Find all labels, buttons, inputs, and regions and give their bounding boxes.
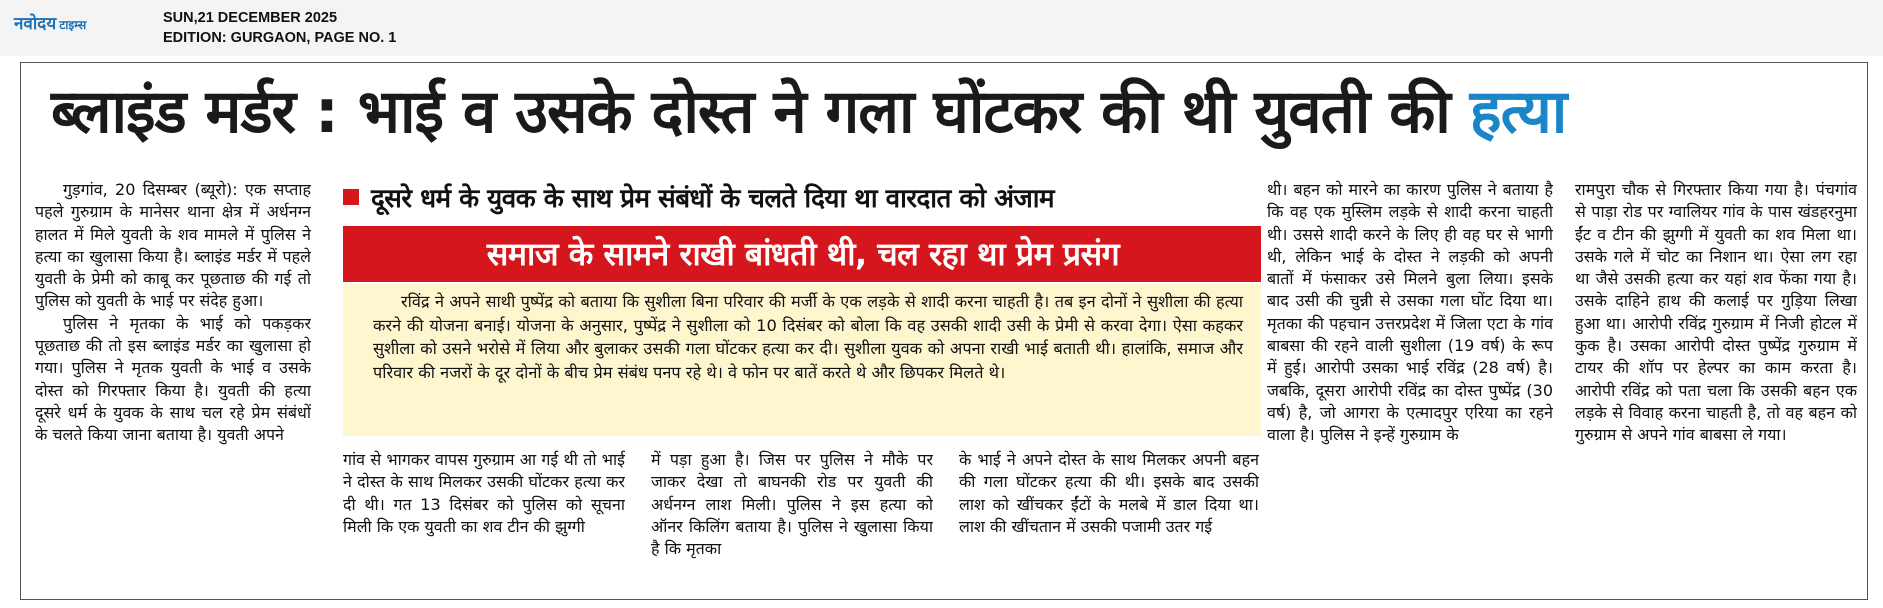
article-column-5	[1267, 179, 1553, 599]
red-square-bullet-icon	[343, 189, 359, 205]
newspaper-logo[interactable]	[14, 11, 86, 34]
column-3-text: में पड़ा हुआ है। जिस पर पुलिस ने मौके पर जाकर देखा तो बाघनकी रोड पर युवती की अर्धनग्न लाश मिली। पुलिस ने इस हत्या को ऑनर किलिंग बताया है। पुलिस ने खुलासा किया है कि मृतका	[651, 450, 933, 559]
article-clipping	[20, 62, 1868, 600]
banner-text: समाज के सामने राखी बांधती थी, चल रहा था प्रेम प्रसंग	[486, 235, 1120, 273]
publication-date: SUN,21 DECEMBER 2025	[163, 10, 338, 26]
column-1-paragraph-2: पुलिस ने मृतका के भाई को पकड़कर पूछताछ की तो इस ब्लाइंड मर्डर का खुलासा हो गया। पुलिस ने मृतक युवती के भाई व उसके दोस्त को गिरफ्तार किया है। युवती की हत्या दूसरे धर्म के युवक के साथ चल रहे प्रेम संबंधों के चलते किया जाना बताया है। युवती अपने	[35, 313, 311, 445]
column-2-text: गांव से भागकर वापस गुरुग्राम आ गई थी तो भाई ने दोस्त के साथ मिलकर उसकी घोंटकर हत्या कर दी थी। गत 13 दिसंबर को पुलिस को सूचना मिली कि एक युवती का शव टीन की झुग्गी	[343, 450, 625, 536]
masthead-bar	[0, 0, 1883, 56]
article-column-6	[1575, 179, 1857, 599]
highlight-banner	[343, 226, 1261, 282]
article-column-3	[651, 449, 933, 599]
headline-accent: हत्या	[1469, 77, 1567, 147]
headline-main: ब्लाइंड मर्डर : भाई व उसके दोस्त ने गला घोंटकर की थी युवती की	[51, 77, 1450, 147]
highlight-box	[343, 284, 1261, 436]
article-headline	[51, 69, 1851, 155]
column-5-text: थी। बहन को मारने का कारण पुलिस ने बताया है कि वह एक मुस्लिम लड़के से शादी करना चाहती थी। उससे शादी करने के लिए ही वह घर से भागी थी, लेकिन भाई के दोस्त ने लड़की को अपनी बातों में फंसाकर उसे मिलने बुला लिया। इसके बाद उसी की चुन्नी से उसका गला घोंट दिया था। मृतका की पहचान उत्तरप्रदेश में जिला एटा के गांव बाबसा की रहने वाली सुशीला (19 वर्ष) के रूप में हुई। आरोपी उसका भाई रविंद्र (28 वर्ष) है। जबकि, दूसरा आरोपी रविंद्र का दोस्त पुष्पेंद्र (30 वर्ष) है, जो आगरा के एत्मादपुर एरिया का रहने वाला है। पुलिस ने इन्हें गुरुग्राम के	[1267, 180, 1553, 445]
article-column-1	[35, 179, 311, 600]
edition-page: EDITION: GURGAON, PAGE NO. 1	[163, 30, 397, 46]
article-column-2	[343, 449, 625, 599]
edition-info	[163, 8, 396, 48]
subheading-text: दूसरे धर्म के युवक के साथ प्रेम संबंधों के चलते दिया था वारदात को अंजाम	[371, 184, 1055, 214]
column-4-text: के भाई ने अपने दोस्त के साथ मिलकर अपनी बहन की गला घोंटकर हत्या की थी। इसके बाद उसकी लाश को खींचकर ईंटों के मलबे में डाल दिया था। लाश की खींचतान में उसकी पजामी उतर गई	[959, 450, 1259, 536]
column-6-text: रामपुरा चौक से गिरफ्तार किया गया है। पंचगांव से पाड़ा रोड पर ग्वालियर गांव के पास खंडहरनुमा ईंट व टीन की झुग्गी में युवती का शव मिला था। उसके गले में चोट का निशान था। ऐसा लग रहा था जैसे उसकी हत्या कर यहां शव फेंका गया है। उसके दाहिने हाथ की कलाई पर गुड़िया लिखा हुआ था। आरोपी रविंद्र गुरुग्राम में निजी होटल में कुक है। उसका आरोपी दोस्त पुष्पेंद्र गुरुग्राम में टायर की शॉप पर हेल्पर का काम करता है। आरोपी रविंद्र को पता चला कि उसकी बहन एक लड़के से विवाह करना चाहती है, तो वह बहन को गुरुग्राम से अपने गांव बाबसा ले गया।	[1575, 180, 1857, 445]
highlight-box-text: रविंद्र ने अपने साथी पुष्पेंद्र को बताया कि सुशीला बिना परिवार की मर्जी के एक लड़के से शादी करना चाहती है। तब इन दोनों ने सुशीला की हत्या करने की योजना बनाई। योजना के अनुसार, पुष्पेंद्र ने सुशीला को 10 दिसंबर को बोला कि वह उसकी शादी उसी के प्रेमी से करवा देगा। ऐसा कहकर सुशीला को उसने भरोसे में लिया और बुलाकर उसकी गला घोंटकर हत्या कर दी। सुशीला युवक को अपना राखी भाई बताती थी। हालांकि, समाज और परिवार की नजरों के दूर दोनों के बीच प्रेम संबंध पनप रहे थे। वे फोन पर बातें करते थे और छिपकर मिलते थे।	[373, 292, 1243, 382]
column-1-paragraph-1: गुड़गांव, 20 दिसम्बर (ब्यूरो): एक सप्ताह पहले गुरुग्राम के मानेसर थाना क्षेत्र में अर्धनग्न हालत में मिले युवती के शव मामले में पुलिस ने हत्या का खुलासा किया है। ब्लाइंड मर्डर में पहले युवती के प्रेमी को काबू कर पूछताछ की गई तो पुलिस को युवती के भाई पर संदेह हुआ।	[35, 180, 311, 311]
logo-subtext: टाइम्स	[59, 18, 87, 32]
logo-text: नवोदय	[14, 14, 57, 34]
article-subheading	[343, 181, 1213, 217]
article-column-4	[959, 449, 1259, 599]
